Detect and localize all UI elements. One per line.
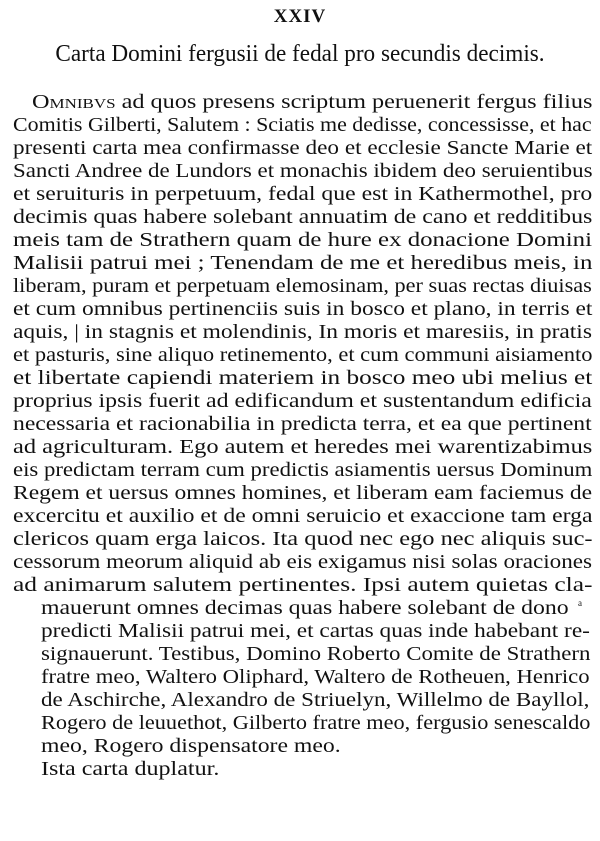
body-line-text: et libertate capiendi materiem in bosco meo ubi melius et (13, 367, 593, 389)
body-line-text: Regem et uersus omnes homines, et liberam eam faciemus de (13, 482, 593, 504)
body-line-text: Sancti Andree de Lundors et monachis ibidem deo seruientibus (13, 160, 593, 182)
body-line-text: ad animarum salutem pertinentes. Ipsi autem quietas cla- (13, 574, 593, 596)
body-line-text: Comitis Gilberti, Salutem : Sciatis me dedisse, concessisse, et hac (13, 114, 592, 136)
body-line-text: et cum omnibus pertinenciis suis in bosco et plano, in terris et (13, 298, 593, 320)
body-line-text: decimis quas habere solebant annuatim de cano et redditibus (13, 206, 593, 228)
body-line-text: aquis, | in stagnis et molendinis, In moris et maresiis, in pratis (13, 321, 592, 343)
body-line-text: proprius ipsis fuerit ad edificandum et sustentandum edificia (13, 390, 592, 412)
body-line-text: de Aschirche, Alexandro de Striuelyn, Willelmo de Bayllol, (41, 689, 590, 711)
body-line-text: clericos quam erga laicos. Ita quod nec ego nec aliquis suc- (13, 528, 593, 550)
body-line-text: signauerunt. Testibus, Domino Roberto Comite de Strathern (41, 643, 591, 665)
body-line-text: cessorum meorum aliquid ab eis exigamus nisi solas oraciones (13, 551, 593, 573)
body-line-text: predicti Malisii patrui mei, et cartas quas inde habebant re- (41, 620, 590, 642)
body-line-text: Ista carta duplatur. (41, 758, 220, 780)
body-line-text: eis predictam terram cum predictis asiamentis uersus Dominum (13, 459, 593, 481)
body-line-text: ad agriculturam. Ego autem et heredes mei warentizabimus (13, 436, 593, 458)
body-line-text: meis tam de Strathern quam de hure ex donacione Domini (13, 229, 592, 251)
chapter-numeral: XXIV (273, 6, 327, 27)
body-line-text: meo, Rogero dispensatore meo. (41, 735, 341, 757)
body-line-text: fratre meo, Waltero Oliphard, Waltero de Rotheuen, Henrico (41, 666, 590, 688)
footnote-mark: a (578, 598, 582, 608)
body-line (41, 756, 219, 782)
body-line-text: necessaria et racionabilia in predicta terra, et ea que pertinent (13, 413, 592, 435)
initial-word: Omnibvs (32, 91, 116, 113)
body-line-text: et pasturis, sine aliquo retinemento, et cum communi aisiamento (13, 344, 593, 366)
body-line-text: ad quos presens scriptum peruenerit fergus filius (115, 91, 593, 113)
body-line-text: liberam, puram et perpetuam elemosinam, per suas rectas diuisas (13, 275, 592, 297)
body-line-text: mauerunt omnes decimas quas habere solebant de dono (41, 597, 569, 619)
body-line-text: presenti carta mea confirmasse deo et ecclesie Sancte Marie et (13, 137, 593, 159)
body-line-text: Rogero de leuuethot, Gilberto fratre meo, fergusio senescaldo (41, 712, 591, 734)
body-line-text: excercitu et auxilio et de omni seruicio et exaccione tam erga (13, 505, 593, 527)
body-line-text: Malisii patrui mei ; Tenendam de me et heredibus meis, in (13, 252, 593, 274)
body-line-text: et seruituris in perpetuum, fedal que est in Kathermothel, pro (13, 183, 593, 205)
charter-title: Carta Domini fergusii de fedal pro secundis decimis. (55, 41, 545, 67)
